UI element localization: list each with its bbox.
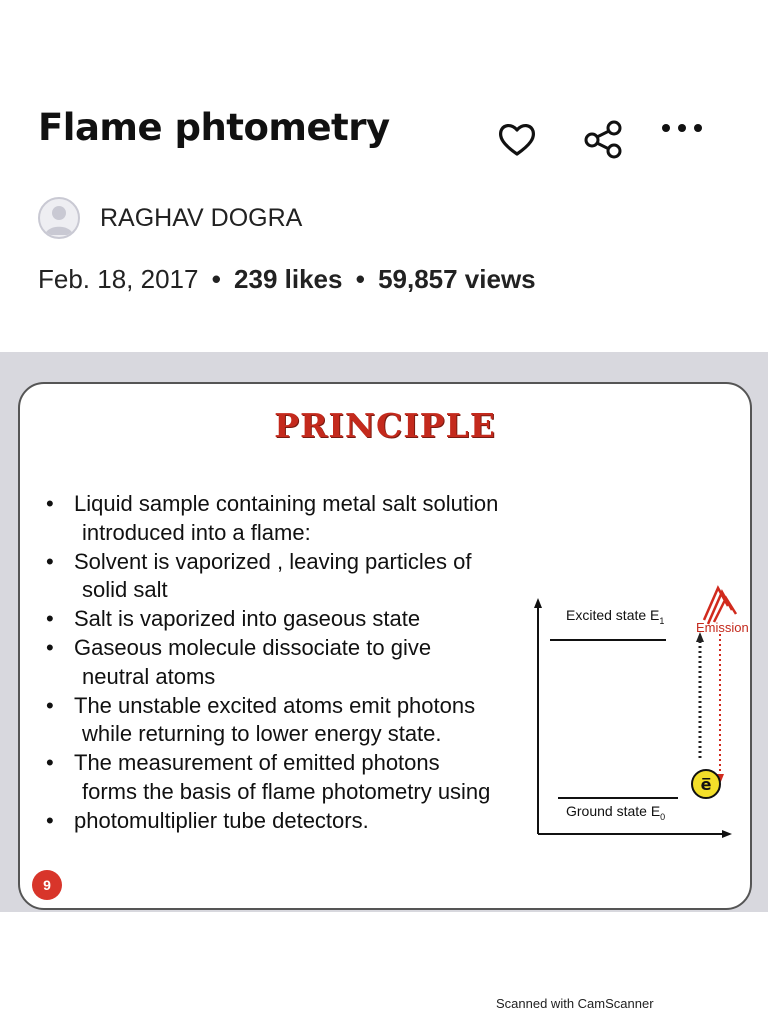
share-icon[interactable] (580, 118, 626, 160)
list-item: • photomultiplier tube detectors. (44, 807, 554, 836)
meta-separator: • (355, 264, 365, 294)
slide-card[interactable] (18, 382, 752, 910)
views-count: 59,857 views (378, 264, 536, 294)
y-axis-arrow (534, 598, 542, 608)
photon-lines (704, 588, 736, 624)
principle-bullets (44, 490, 554, 836)
meta-separator: • (211, 264, 221, 294)
author-row[interactable] (38, 196, 302, 240)
electron-label: e̅ (700, 775, 712, 794)
list-item: • The unstable excited atoms emit photons while returning to lower energy state. (44, 692, 554, 750)
user-avatar-icon[interactable] (38, 197, 80, 239)
x-axis-arrow (722, 830, 732, 838)
likes-count: 239 likes (234, 264, 343, 294)
energy-level-diagram (532, 584, 754, 846)
heart-icon[interactable] (496, 120, 538, 160)
list-item: • The measurement of emitted photons forms the basis of flame photometry using (44, 749, 554, 807)
list-item: • Solvent is vaporized , leaving particles of solid salt (44, 548, 554, 606)
more-horizontal-icon[interactable] (658, 120, 706, 136)
scanner-watermark: Scanned with CamScanner (496, 996, 654, 1011)
presentation-meta (38, 264, 536, 295)
excited-state-label: Excited state $E_1$ (566, 607, 665, 626)
page-title: Flame phtometry (38, 106, 390, 149)
ground-state-label: Ground state $E_0$ (566, 803, 666, 822)
list-item: • Liquid sample containing metal salt solution introduced into a flame: (44, 490, 554, 548)
publish-date: Feb. 18, 2017 (38, 264, 199, 294)
slide-page-number: 9 (32, 870, 62, 900)
list-item: • Gaseous molecule dissociate to give neutral atoms (44, 634, 554, 692)
emission-label: Emission (696, 620, 749, 635)
author-name[interactable]: RAGHAV DOGRA (100, 203, 303, 232)
slide-heading: PRINCIPLE (274, 406, 496, 445)
list-item: • Salt is vaporized into gaseous state (44, 605, 554, 634)
